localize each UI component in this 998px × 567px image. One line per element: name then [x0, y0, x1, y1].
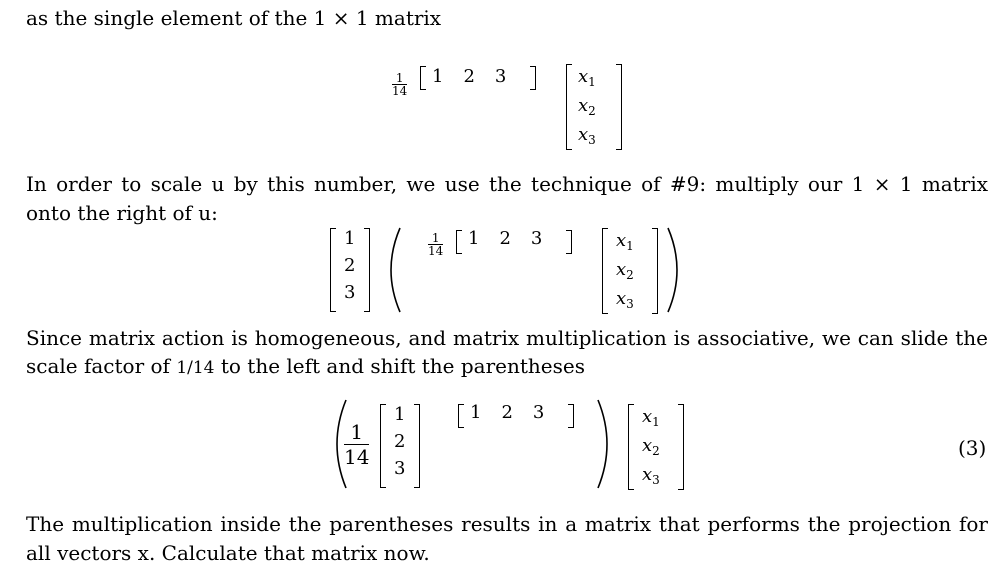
- scale-fraction: 1 14: [344, 420, 370, 469]
- right-paren: [594, 398, 618, 490]
- paragraph-4-line-1: The multiplication inside the parentheses results in a matrix that performs the projection for: [26, 512, 988, 536]
- paragraph-3-line-2: scale factor of 1/14 to the left and shift the parentheses: [26, 354, 585, 378]
- paragraph-1: [26, 6, 441, 30]
- paragraph-2-line-1: In order to scale u by this number, we use the technique of #9: multiply our 1 × 1 matrix: [26, 172, 988, 196]
- x-vector: $x_1$ $x_2$ $x_3$: [616, 230, 634, 311]
- equation-3: [326, 398, 706, 494]
- x-vector: [578, 66, 596, 147]
- equation-number: (3): [958, 436, 987, 460]
- row-vector: 1 2 3: [468, 228, 543, 249]
- x-vector: $x_1$ $x_2$ $x_3$: [642, 406, 660, 487]
- right-paren: [664, 226, 688, 314]
- paragraph-4-line-2: all vectors x. Calculate that matrix now.: [26, 541, 430, 565]
- row-entry: 1: [432, 66, 444, 87]
- row-vector-right-bracket: [530, 66, 536, 90]
- row-entry: 3: [494, 66, 507, 87]
- scale-fraction: 1 14: [428, 231, 444, 258]
- x-entry: $x_2$: [578, 95, 596, 118]
- equation-1: [392, 62, 632, 154]
- row-vector: 1 2 3: [470, 402, 545, 423]
- equation-2: [330, 226, 690, 318]
- scale-fraction: 1 14: [392, 71, 408, 98]
- u-vector: 1 2 3: [394, 404, 406, 479]
- inline-fraction: 1/14: [176, 358, 215, 378]
- paragraph-3-line-1: Since matrix action is homogeneous, and matrix multiplication is associative, we can slide the: [26, 326, 988, 350]
- x-vector-right-bracket: [616, 64, 622, 150]
- row-vector: [432, 66, 506, 87]
- x-entry: $x_1$: [578, 66, 596, 89]
- x-vector-left-bracket: [566, 64, 572, 150]
- x-entry: $x_3$: [578, 124, 596, 147]
- u-vector-right-bracket: [364, 228, 370, 312]
- row-entry: 2: [463, 66, 475, 87]
- u-vector-left-bracket: [330, 228, 336, 312]
- paragraph-2-line-2: onto the right of u:: [26, 201, 218, 225]
- paragraph-1-text: as the single element of the 1 × 1 matrix: [26, 6, 442, 30]
- u-vector: 1 2 3: [344, 228, 356, 303]
- row-vector-left-bracket: [420, 66, 426, 90]
- left-paren: [380, 226, 404, 314]
